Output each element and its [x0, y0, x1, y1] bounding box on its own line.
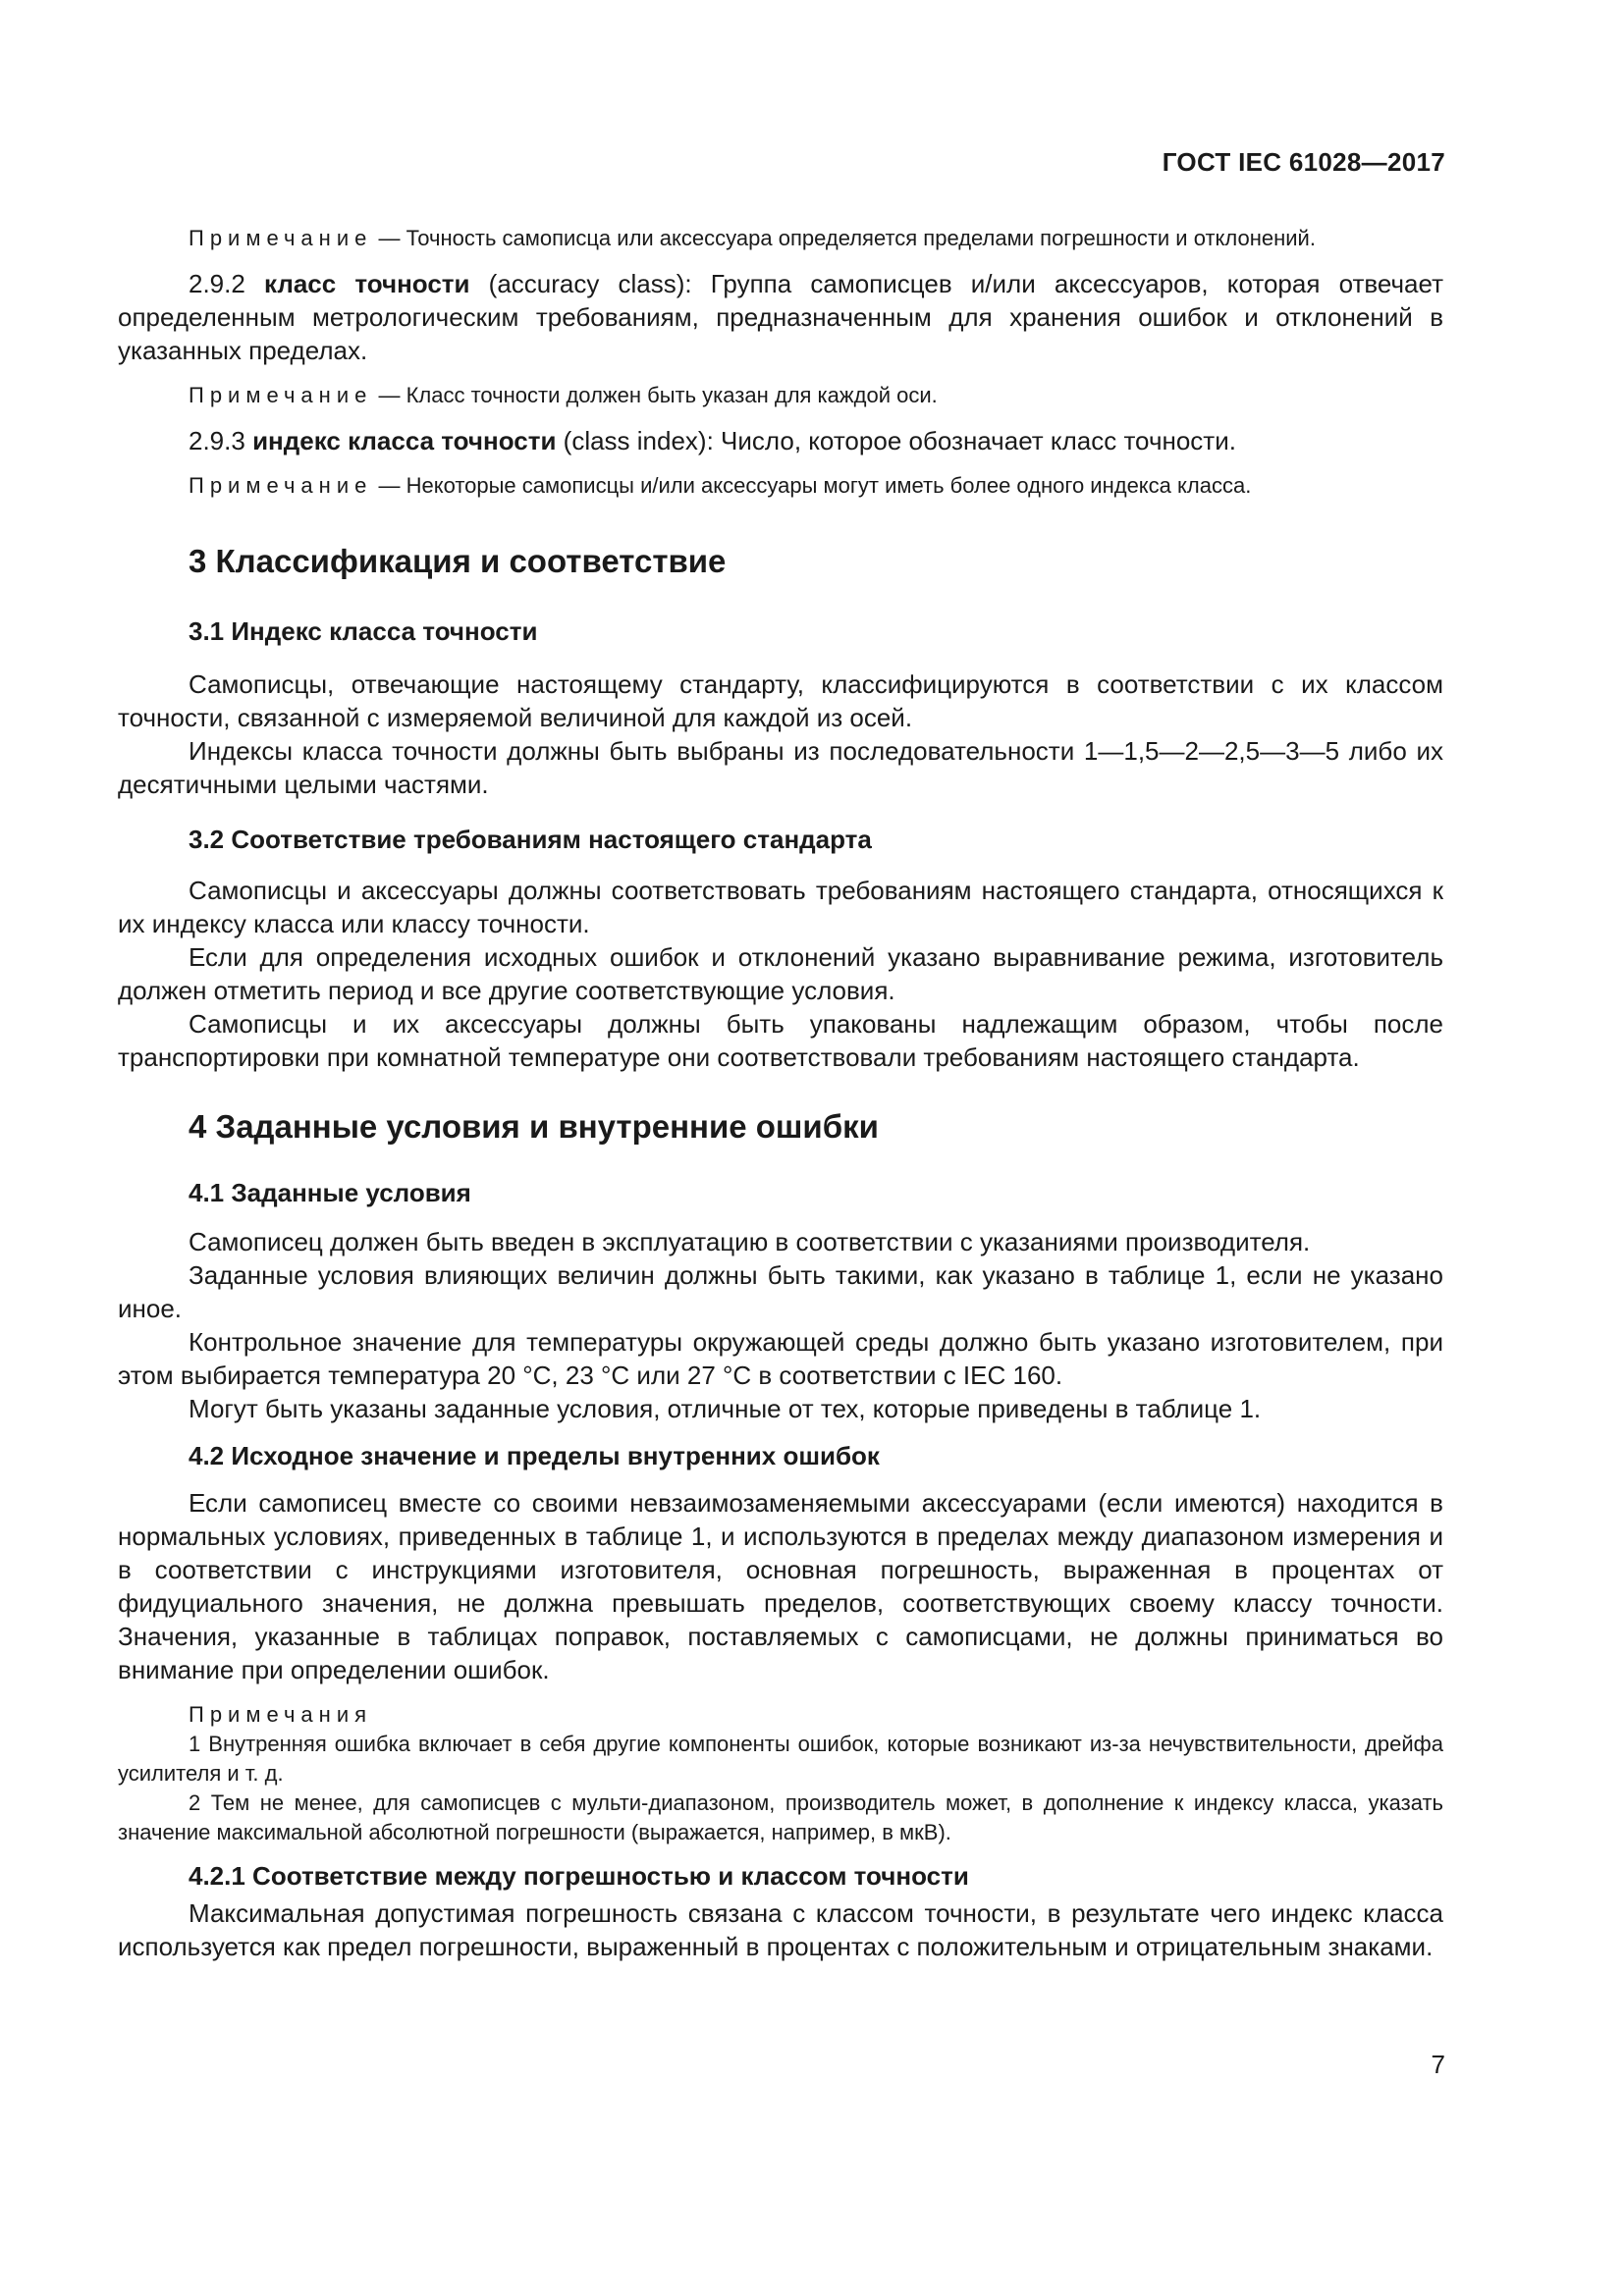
page-number: 7 — [1431, 2050, 1445, 2079]
document-code: ГОСТ IEC 61028—2017 — [1162, 147, 1445, 177]
note-accuracy-class — [118, 381, 1443, 410]
section-3-title: 3 Классификация и соответствие — [189, 543, 727, 579]
paragraph: Индексы класса точности должны быть выбраны из последовательности 1—1,5—2—2,5—3—5 либо их десятичными целыми частями. — [118, 736, 1443, 799]
paragraph: Самописец должен быть введен в эксплуатацию в соответствии с указаниями производителя. — [189, 1227, 1311, 1256]
note-label: Примечание — [189, 226, 373, 250]
note-text: — Класс точности должен быть указан для каждой оси. — [372, 383, 938, 407]
section-4-title: 4 Заданные условия и внутренние ошибки — [189, 1108, 879, 1145]
term-number: 2.9.2 — [189, 269, 264, 298]
paragraph: Максимальная допустимая погрешность связана с классом точности, в результате чего индекс класса используется как предел погрешности, выраженный в процентах с положительным и отрицательным знаками. — [118, 1898, 1443, 1961]
note-item-1: 1 Внутренняя ошибка включает в себя другие компоненты ошибок, которые возникают из-за нечувствительности, дрейфа усилителя и т. д. — [118, 1732, 1443, 1786]
term-2-9-2 — [118, 267, 1443, 367]
note-precision — [118, 224, 1443, 253]
section-4-2-title: 4.2 Исходное значение и пределы внутренних ошибок — [189, 1441, 880, 1470]
term-name: индекс класса точности — [252, 426, 557, 455]
note-item-2: 2 Тем не менее, для самописцев с мульти-диапазоном, производитель может, в дополнение к индексу класса, указать значение максимальной абсолютной погрешности (выражается, например, в мкВ). — [118, 1790, 1443, 1844]
paragraph: Самописцы, отвечающие настоящему стандарту, классифицируются в соответствии с их классом точности, связанной с измеряемой величиной для каждой из осей. — [118, 669, 1443, 732]
paragraph: Заданные условия влияющих величин должны быть такими, как указано в таблице 1, если не указано иное. — [118, 1260, 1443, 1323]
term-name: класс точности — [263, 269, 470, 298]
section-3-1-title: 3.1 Индекс класса точности — [189, 616, 538, 646]
note-text: — Некоторые самописцы и/или аксессуары могут иметь более одного индекса класса. — [372, 473, 1252, 498]
note-class-index — [118, 471, 1443, 501]
notes-heading: Примечания — [189, 1702, 373, 1727]
term-2-9-3 — [118, 424, 1443, 457]
paragraph: Самописцы и аксессуары должны соответствовать требованиям настоящего стандарта, относящихся к их индексу класса или классу точности. — [118, 876, 1443, 938]
paragraph: Если для определения исходных ошибок и отклонений указано выравнивание режима, изготовитель должен отметить период и все другие соответствующие условия. — [118, 942, 1443, 1005]
paragraph: Если самописец вместе со своими невзаимозаменяемыми аксессуарами (если имеются) находится в нормальных условиях, приведенных в таблице 1, и используются в пределах между диапазоном измерения и в соответствии с инструкциями изготовителя, основная погрешность, выраженная в процентах от фидуциального значения, не должна превышать пределов, соответствующих своему классу точности. Значения, указанные в таблицах поправок, поставляемых с самописцами, не должны приниматься во внимание при определении ошибок. — [118, 1488, 1443, 1684]
document-body — [118, 224, 1443, 1963]
term-number: 2.9.3 — [189, 426, 253, 455]
note-label: Примечание — [189, 473, 373, 498]
paragraph: Могут быть указаны заданные условия, отличные от тех, которые приведены в таблице 1. — [189, 1394, 1262, 1423]
section-3-2-title: 3.2 Соответствие требованиям настоящего стандарта — [189, 825, 872, 854]
note-text: — Точность самописца или аксессуара определяется пределами погрешности и отклонений. — [372, 226, 1316, 250]
paragraph: Самописцы и их аксессуары должны быть упакованы надлежащим образом, чтобы после транспортировки при комнатной температуре они соответствовали требованиям настоящего стандарта. — [118, 1009, 1443, 1072]
note-label: Примечание — [189, 383, 373, 407]
term-definition: (class index): Число, которое обозначает класс точности. — [556, 426, 1236, 455]
paragraph: Контрольное значение для температуры окружающей среды должно быть указано изготовителем, при этом выбирается температура 20 °C, 23 °C или 27 °C в соответствии с IEC 160. — [118, 1327, 1443, 1390]
section-4-1-title: 4.1 Заданные условия — [189, 1178, 471, 1207]
section-4-2-1-title: 4.2.1 Соответствие между погрешностью и классом точности — [189, 1861, 969, 1891]
term-definition: (accuracy class): Группа самописцев и/или аксессуаров, которая отвечает определенным метрологическим требованиям, предназначенным для хранения ошибок и отклонений в указанных пределах. — [118, 269, 1443, 365]
